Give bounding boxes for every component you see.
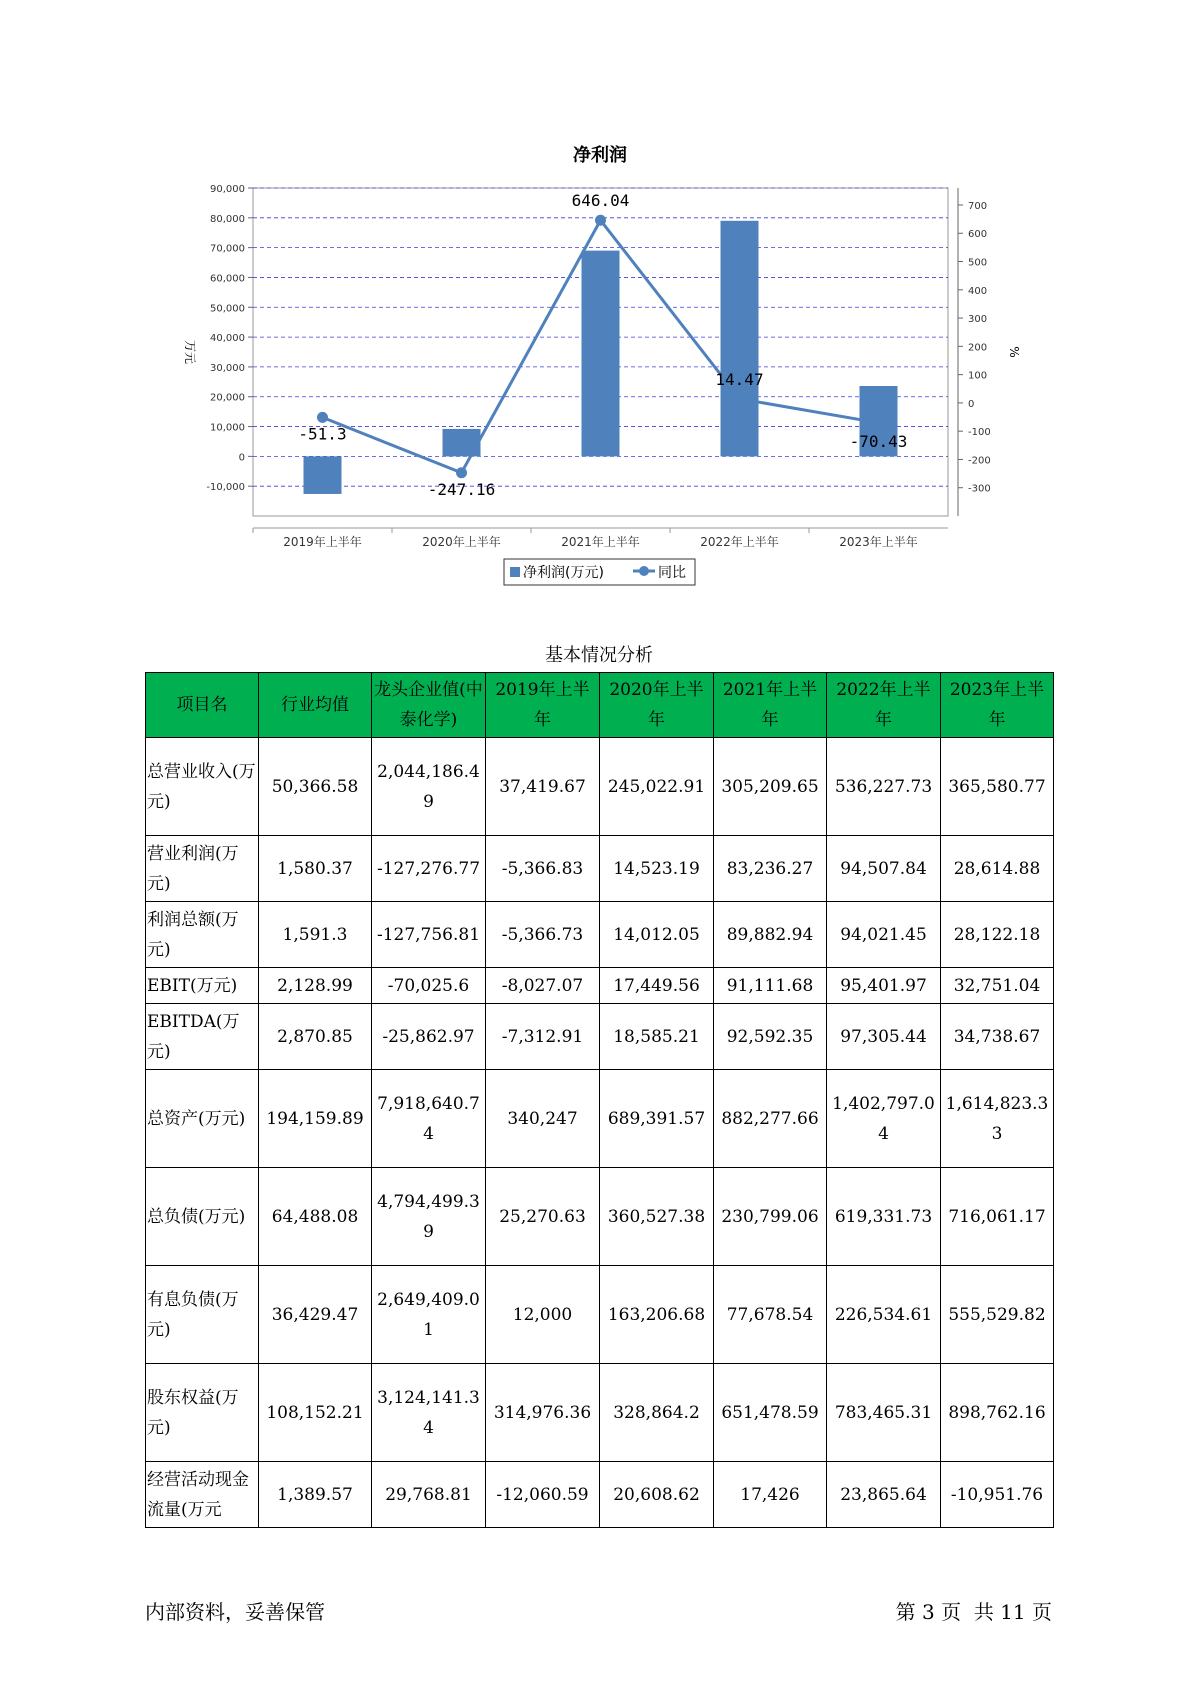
table-cell: -5,366.83 xyxy=(486,836,600,902)
table-cell: 108,152.21 xyxy=(259,1364,372,1462)
table-cell: 328,864.2 xyxy=(600,1364,714,1462)
table-cell: -10,951.76 xyxy=(941,1462,1054,1528)
header-cell: 龙头企业值(中泰化学) xyxy=(372,673,486,738)
header-cell: 2023年上半年 xyxy=(941,673,1054,738)
table-cell: 28,122.18 xyxy=(941,902,1054,968)
left-tick-label: 0 xyxy=(238,452,245,464)
net-profit-chart xyxy=(0,0,1191,600)
right-tick-label: -200 xyxy=(968,455,991,467)
table-cell: 230,799.06 xyxy=(714,1168,827,1266)
table-cell: 77,678.54 xyxy=(714,1266,827,1364)
row-label-cell: 经营活动现金流量(万元 xyxy=(146,1462,259,1528)
table-cell: -8,027.07 xyxy=(486,968,600,1004)
table-cell: 1,591.3 xyxy=(259,902,372,968)
right-tick-label: 300 xyxy=(968,314,988,326)
row-label-cell: EBITDA(万元) xyxy=(146,1004,259,1070)
table-cell: 7,918,640.74 xyxy=(372,1070,486,1168)
table-cell: -25,862.97 xyxy=(372,1004,486,1070)
table-cell: 83,236.27 xyxy=(714,836,827,902)
table-cell: 1,580.37 xyxy=(259,836,372,902)
yoy-point xyxy=(595,215,606,226)
yoy-data-label: -51.3 xyxy=(298,424,347,444)
table-cell: 97,305.44 xyxy=(827,1004,941,1070)
yoy-data-label: -70.43 xyxy=(849,431,908,451)
table-row xyxy=(146,968,1054,1004)
table-cell: -7,312.91 xyxy=(486,1004,600,1070)
table-cell: 651,478.59 xyxy=(714,1364,827,1462)
left-tick-label: 20,000 xyxy=(210,392,245,404)
table-cell: 18,585.21 xyxy=(600,1004,714,1070)
table-row xyxy=(146,1070,1054,1168)
table-cell: 25,270.63 xyxy=(486,1168,600,1266)
chart-canvas xyxy=(0,0,1191,600)
table-cell: 2,128.99 xyxy=(259,968,372,1004)
table-cell: 17,449.56 xyxy=(600,968,714,1004)
table-cell: 1,614,823.33 xyxy=(941,1070,1054,1168)
table-cell: 340,247 xyxy=(486,1070,600,1168)
table-cell: 36,429.47 xyxy=(259,1266,372,1364)
net-profit-bar xyxy=(582,251,620,457)
left-axis-title: 万元 xyxy=(183,339,197,365)
right-tick-label: 700 xyxy=(968,200,988,212)
table-cell: 2,044,186.49 xyxy=(372,738,486,836)
table-cell: 536,227.73 xyxy=(827,738,941,836)
left-tick-label: 70,000 xyxy=(210,243,245,255)
yoy-data-label: 646.04 xyxy=(571,191,630,211)
left-tick-label: 30,000 xyxy=(210,362,245,374)
row-label-cell: 总营业收入(万元) xyxy=(146,738,259,836)
net-profit-bar xyxy=(304,456,342,494)
table-cell: -12,060.59 xyxy=(486,1462,600,1528)
table-cell: 14,012.05 xyxy=(600,902,714,968)
left-tick-label: 80,000 xyxy=(210,213,245,225)
table-row xyxy=(146,1266,1054,1364)
table-cell: 365,580.77 xyxy=(941,738,1054,836)
left-tick-label: 60,000 xyxy=(210,273,245,285)
header-cell: 行业均值 xyxy=(259,673,372,738)
table-cell: 23,865.64 xyxy=(827,1462,941,1528)
row-label-cell: 总负债(万元) xyxy=(146,1168,259,1266)
table-cell: -127,276.77 xyxy=(372,836,486,902)
yoy-point xyxy=(734,393,745,404)
footer-page-number: 第 3 页 共 11 页 xyxy=(895,1600,1052,1624)
header-cell: 2021年上半年 xyxy=(714,673,827,738)
table-cell: -70,025.6 xyxy=(372,968,486,1004)
table-cell: 4,794,499.39 xyxy=(372,1168,486,1266)
table-cell: 2,649,409.01 xyxy=(372,1266,486,1364)
left-tick-label: 50,000 xyxy=(210,303,245,315)
x-tick-label: 2023年上半年 xyxy=(839,535,918,549)
x-tick-label: 2019年上半年 xyxy=(283,535,362,549)
table-cell: 3,124,141.34 xyxy=(372,1364,486,1462)
table-header-row xyxy=(146,673,1054,738)
right-tick-label: 500 xyxy=(968,257,988,269)
right-tick-label: -100 xyxy=(968,427,991,439)
net-profit-bar xyxy=(443,429,481,456)
basic-analysis-table xyxy=(145,672,1054,1528)
table-cell: 2,870.85 xyxy=(259,1004,372,1070)
yoy-point xyxy=(317,412,328,423)
table-cell: 29,768.81 xyxy=(372,1462,486,1528)
legend-line-label: 同比 xyxy=(658,565,686,581)
table-cell: 94,021.45 xyxy=(827,902,941,968)
row-label-cell: 营业利润(万元) xyxy=(146,836,259,902)
table-row xyxy=(146,902,1054,968)
table-cell: 689,391.57 xyxy=(600,1070,714,1168)
table-caption: 基本情况分析 xyxy=(545,645,653,666)
table-cell: 20,608.62 xyxy=(600,1462,714,1528)
header-cell: 2019年上半年 xyxy=(486,673,600,738)
left-tick-label: 40,000 xyxy=(210,333,245,345)
table-row xyxy=(146,1462,1054,1528)
yoy-data-label: 14.47 xyxy=(715,369,764,389)
table-cell: 89,882.94 xyxy=(714,902,827,968)
left-tick-label: 90,000 xyxy=(210,184,245,195)
row-label-cell: 股东权益(万元) xyxy=(146,1364,259,1462)
right-tick-label: 200 xyxy=(968,342,988,354)
left-tick-label: -10,000 xyxy=(206,482,245,494)
row-label-cell: 利润总额(万元) xyxy=(146,902,259,968)
row-label-cell: EBIT(万元) xyxy=(146,968,259,1004)
table-cell: 305,209.65 xyxy=(714,738,827,836)
yoy-point xyxy=(873,417,884,428)
table-cell: 28,614.88 xyxy=(941,836,1054,902)
header-cell: 项目名 xyxy=(146,673,259,738)
table-cell: 619,331.73 xyxy=(827,1168,941,1266)
table-cell: -5,366.73 xyxy=(486,902,600,968)
chart-title: 净利润 xyxy=(573,145,627,166)
table-cell: 32,751.04 xyxy=(941,968,1054,1004)
table-cell: 17,426 xyxy=(714,1462,827,1528)
net-profit-bar xyxy=(721,221,759,457)
table-cell: 314,976.36 xyxy=(486,1364,600,1462)
table-cell: 245,022.91 xyxy=(600,738,714,836)
x-tick-label: 2021年上半年 xyxy=(561,535,640,549)
right-tick-label: 0 xyxy=(968,398,975,410)
table-row xyxy=(146,1364,1054,1462)
table-cell: 1,389.57 xyxy=(259,1462,372,1528)
right-tick-label: 100 xyxy=(968,370,988,382)
table-cell: 50,366.58 xyxy=(259,738,372,836)
yoy-point xyxy=(456,467,467,478)
table-cell: 1,402,797.04 xyxy=(827,1070,941,1168)
table-cell: 898,762.16 xyxy=(941,1364,1054,1462)
table-cell: 555,529.82 xyxy=(941,1266,1054,1364)
header-cell: 2020年上半年 xyxy=(600,673,714,738)
table-cell: 94,507.84 xyxy=(827,836,941,902)
row-label-cell: 有息负债(万元) xyxy=(146,1266,259,1364)
table-cell: 783,465.31 xyxy=(827,1364,941,1462)
table-cell: 64,488.08 xyxy=(259,1168,372,1266)
table-cell: 716,061.17 xyxy=(941,1168,1054,1266)
table-cell: 95,401.97 xyxy=(827,968,941,1004)
right-tick-label: 400 xyxy=(968,285,988,297)
table-cell: 92,592.35 xyxy=(714,1004,827,1070)
table-cell: 12,000 xyxy=(486,1266,600,1364)
table-row xyxy=(146,836,1054,902)
table-cell: 37,419.67 xyxy=(486,738,600,836)
table-cell: 91,111.68 xyxy=(714,968,827,1004)
table-cell: 360,527.38 xyxy=(600,1168,714,1266)
table-row xyxy=(146,738,1054,836)
table-cell: 882,277.66 xyxy=(714,1070,827,1168)
header-cell: 2022年上半年 xyxy=(827,673,941,738)
right-tick-label: 600 xyxy=(968,229,988,241)
legend-bar-swatch xyxy=(510,567,520,577)
table-cell: 14,523.19 xyxy=(600,836,714,902)
legend-bar-label: 净利润(万元) xyxy=(523,565,604,581)
yoy-data-label: -247.16 xyxy=(427,479,496,499)
x-tick-label: 2020年上半年 xyxy=(422,535,501,549)
table-cell: 226,534.61 xyxy=(827,1266,941,1364)
footer-confidential-note: 内部资料，妥善保管 xyxy=(145,1600,325,1624)
table-cell: 163,206.68 xyxy=(600,1266,714,1364)
table-cell: 34,738.67 xyxy=(941,1004,1054,1070)
right-tick-label: -300 xyxy=(968,483,991,495)
left-tick-label: 10,000 xyxy=(210,422,245,434)
table-row xyxy=(146,1168,1054,1266)
x-tick-label: 2022年上半年 xyxy=(700,535,779,549)
table-cell: 194,159.89 xyxy=(259,1070,372,1168)
right-axis-title: % xyxy=(1007,346,1021,358)
table-row xyxy=(146,1004,1054,1070)
legend-line-marker xyxy=(639,566,649,576)
table-cell: -127,756.81 xyxy=(372,902,486,968)
row-label-cell: 总资产(万元) xyxy=(146,1070,259,1168)
